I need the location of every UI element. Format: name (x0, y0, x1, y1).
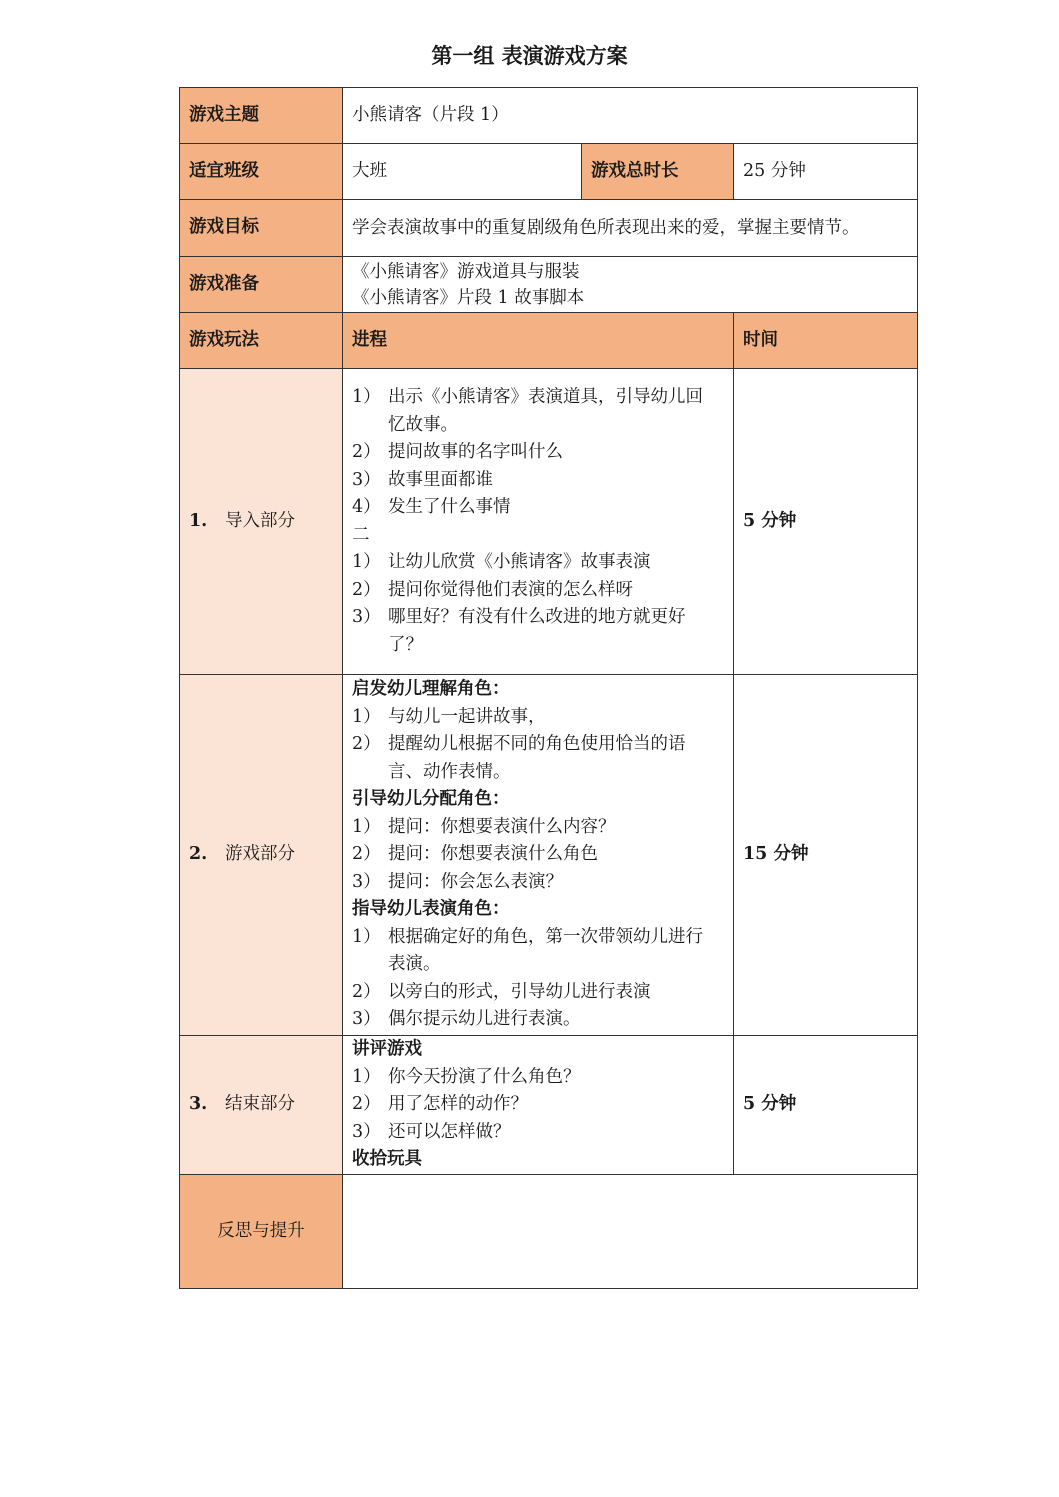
section-intro-time: 5 分钟 (734, 369, 918, 675)
prep-row (180, 257, 918, 313)
subheading: 启发幼儿理解角色： (352, 679, 510, 700)
reflection-label: 反思与提升 (180, 1175, 343, 1289)
section-number: 2. (189, 844, 208, 865)
goal-row (180, 200, 918, 257)
duration-label: 游戏总时长 (582, 144, 734, 200)
play-header-row (180, 313, 918, 369)
theme-row (180, 88, 918, 144)
step-item: 3） 偶尔提示幼儿进行表演。 (352, 1009, 581, 1030)
section-game-row (180, 675, 918, 1036)
prep-label: 游戏准备 (180, 257, 343, 313)
section-game-name (180, 675, 343, 1036)
step-item: 2） 提醒幼儿根据不同的角色使用恰当的语言、动作表情。 (352, 734, 686, 782)
goal-label: 游戏目标 (180, 200, 343, 257)
play-label: 游戏玩法 (180, 313, 343, 369)
step-item: 1） 让幼儿欣赏《小熊请客》故事表演 (352, 552, 651, 572)
step-item: 2） 提问你觉得他们表演的怎么样呀 (352, 579, 633, 600)
section-game-time: 15 分钟 (734, 675, 918, 1036)
section-number: 1. (189, 510, 208, 531)
prep-line: 《小熊请客》片段 1 故事脚本 (352, 287, 585, 308)
step-item: 3） 哪里好？有没有什么改进的地方就更好了？ (352, 607, 686, 655)
subheading: 指导幼儿表演角色： (352, 899, 510, 920)
step-item: 1） 提问：你想要表演什么内容？ (352, 816, 616, 837)
class-label: 适宜班级 (180, 144, 343, 200)
step-item: 4） 发生了什么事情 (352, 497, 511, 517)
game-plan-table (179, 87, 918, 1289)
goal-value: 学会表演故事中的重复剧级角色所表现出来的爱，掌握主要情节。 (343, 200, 918, 257)
step-item: 3） 还可以怎样做？ (352, 1121, 511, 1142)
step-item: 1） 根据确定好的角色，第一次带领幼儿进行表演。 (352, 926, 703, 975)
class-value: 大班 (343, 144, 582, 200)
subheading: 收拾玩具 (352, 1149, 422, 1170)
duration-value: 25 分钟 (734, 144, 918, 200)
step-item: 1） 与幼儿一起讲故事， (352, 706, 546, 727)
step-item: 3） 提问：你会怎么表演？ (352, 871, 563, 892)
section-name: 游戏部分 (225, 844, 295, 865)
step-item: 2） 以旁白的形式，引导幼儿进行表演 (352, 981, 651, 1002)
section-intro-name (180, 369, 343, 675)
step-item: 1） 你今天扮演了什么角色？ (352, 1066, 581, 1087)
class-row (180, 144, 918, 200)
section-end-steps (343, 1036, 734, 1175)
step-item: 2） 提问故事的名字叫什么 (352, 442, 563, 462)
section-intro-row (180, 369, 918, 675)
step-item: 3） 故事里面都谁 (352, 469, 493, 490)
theme-value: 小熊请客（片段 1） (343, 88, 918, 144)
prep-line: 《小熊请客》游戏道具与服装 (352, 261, 580, 282)
prep-value (343, 257, 918, 313)
section-end-row (180, 1036, 918, 1175)
reflection-row (180, 1175, 918, 1289)
subheading: 引导幼儿分配角色： (352, 789, 510, 810)
section-number: 3. (189, 1094, 208, 1115)
theme-label: 游戏主题 (180, 88, 343, 144)
part-divider: 二 (352, 524, 370, 545)
step-item: 2） 提问：你想要表演什么角色 (352, 844, 598, 865)
time-header: 时间 (734, 313, 918, 369)
reflection-value[interactable] (343, 1175, 918, 1289)
progress-header: 进程 (343, 313, 734, 369)
section-end-name (180, 1036, 343, 1175)
section-intro-steps (343, 369, 734, 675)
step-item: 2） 用了怎样的动作？ (352, 1094, 528, 1115)
section-end-time: 5 分钟 (734, 1036, 918, 1175)
section-name: 结束部分 (225, 1094, 295, 1115)
section-name: 导入部分 (225, 510, 295, 531)
subheading: 讲评游戏 (352, 1039, 422, 1060)
page-title: 第一组 表演游戏方案 (431, 44, 628, 68)
section-game-steps (343, 675, 734, 1036)
step-item: 1） 出示《小熊请客》表演道具，引导幼儿回忆故事。 (352, 387, 703, 435)
